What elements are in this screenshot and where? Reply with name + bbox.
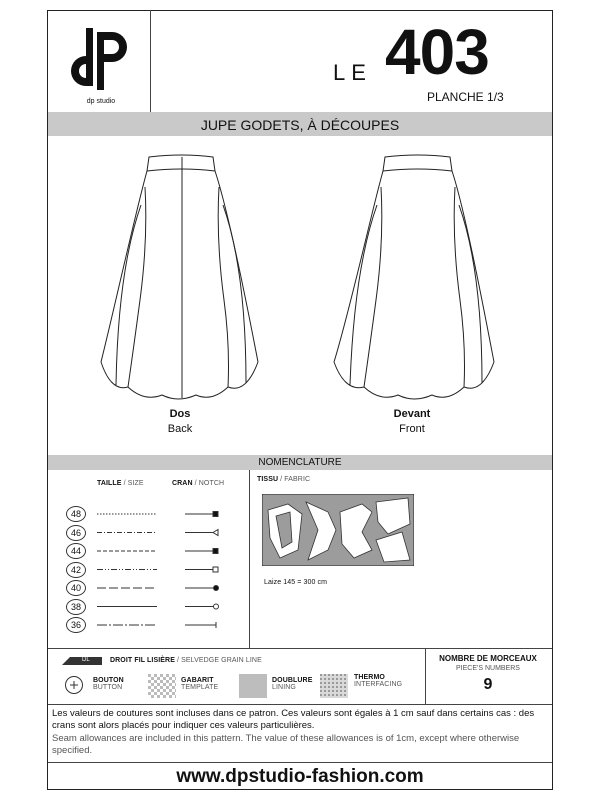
size-line-38: [97, 604, 219, 609]
interfacing-label: THERMO INTERFACING: [354, 674, 403, 688]
seam-note-fr: Les valeurs de coutures sont incluses dans ce patron. Ces valeurs sont égales à 1 cm sauf dans certains cas : des crans sont alors placés pour indiquer ces valeurs particulières.: [52, 708, 535, 731]
model-number: 403: [385, 16, 489, 88]
size-circle: 42: [66, 562, 86, 578]
grain-label: DROIT FIL LISIÈRE / SELVEDGE GRAIN LINE: [110, 657, 262, 664]
logo-divider: [150, 10, 151, 112]
size-line-36: [97, 622, 216, 628]
model-prefix: LE: [333, 60, 372, 85]
pieces-label: NOMBRE DE MORCEAUX: [439, 654, 537, 663]
size-line-42: [97, 567, 218, 572]
website-url[interactable]: www.dpstudio-fashion.com: [176, 766, 424, 787]
pieces-label-en: PIECE'S NUMBERS: [456, 665, 520, 672]
legend-divider: [425, 648, 426, 704]
size-line-44: [97, 549, 218, 554]
seam-note-en: Seam allowances are included in this pattern. The value of these allowances is of 1cm, except where otherwise specified.: [52, 733, 520, 756]
legend-top-line: [48, 648, 552, 649]
size-header: TAILLE / SIZE: [97, 480, 144, 487]
garment-title: JUPE GODETS, À DÉCOUPES: [200, 117, 400, 133]
template-label: GABARIT TEMPLATE: [181, 677, 219, 691]
size-line-46: [97, 530, 218, 536]
button-label: BOUTON BUTTON: [93, 677, 124, 691]
size-circle: 36: [66, 617, 86, 633]
fabric-cutting-layout: [262, 494, 414, 566]
notch-header: CRAN / NOTCH: [172, 480, 225, 487]
lining-label: DOUBLURE LINING: [272, 677, 313, 691]
front-label-en: Front: [399, 423, 425, 435]
logo-letter-d: [71, 28, 93, 86]
size-line-samples: [95, 506, 225, 634]
back-label-en: Back: [167, 423, 193, 435]
sheet-number: PLANCHE 1/3: [427, 90, 504, 104]
size-circle: 38: [66, 599, 86, 615]
size-circle: 40: [66, 580, 86, 596]
skirt-front-drawing: [334, 155, 494, 399]
dp-studio-logo: [60, 20, 142, 98]
button-icon: [64, 675, 84, 695]
technical-drawings: [48, 140, 552, 410]
lining-swatch: [239, 674, 267, 698]
brand-name: dp studio: [86, 98, 116, 105]
dl-label: DL: [82, 657, 90, 663]
interfacing-swatch: [320, 674, 348, 698]
size-line-48: [97, 512, 218, 517]
size-circle: 48: [66, 506, 86, 522]
pieces-count: 9: [483, 676, 493, 693]
footer-top-line: [48, 762, 552, 763]
size-line-40: [97, 586, 219, 591]
fabric-width-note: Laize 145 = 300 cm: [264, 579, 328, 586]
template-swatch: [148, 674, 176, 698]
notes-top-line: [48, 704, 552, 705]
nomenclature-divider: [249, 470, 250, 648]
size-circle: 46: [66, 525, 86, 541]
skirt-back-drawing: [101, 155, 258, 399]
nomenclature-title: NOMENCLATURE: [258, 457, 342, 468]
front-label-fr: Devant: [393, 408, 431, 420]
size-circle: 44: [66, 543, 86, 559]
back-label-fr: Dos: [169, 408, 191, 420]
fabric-header: TISSU / FABRIC: [257, 476, 311, 483]
